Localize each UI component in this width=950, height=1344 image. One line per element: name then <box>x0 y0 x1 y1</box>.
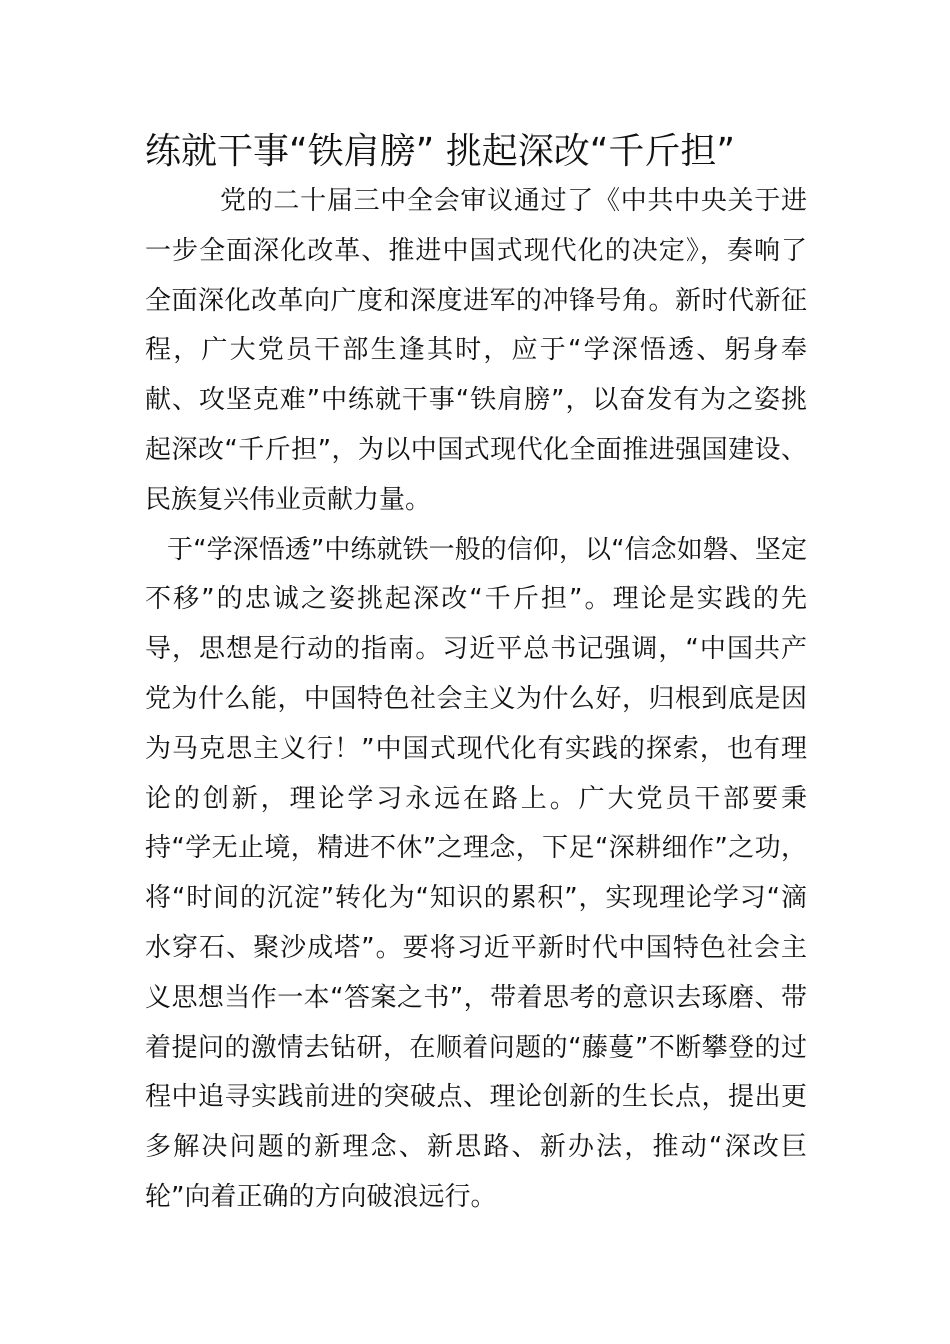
paragraph-learning: 于“学深悟透”中练就铁一般的信仰，以“信念如磐、坚定不移”的忠诚之姿挑起深改“千斤担”。理论是实践的先导，思想是行动的指南。习近平总书记强调，“中国共产党为什么能，中国特色社会主义为什么好，归根到底是因为马克思主义行！”中国式现代化有实践的探索，也有理论的创新，理论学习永远在路上。广大党员干部要秉持“学无止境，精进不休”之理念，下足“深耕细作”之功，将“时间的沉淀”转化为“知识的累积”，实现理论学习“滴水穿石、聚沙成塔”。要将习近平新时代中国特色社会主义思想当作一本“答案之书”，带着思考的意识去琢磨、带着提问的激情去钻研，在顺着问题的“藤蔓”不断攀登的过程中追寻实践前进的突破点、理论创新的生长点，提出更多解决问题的新理念、新思路、新办法，推动“深改巨轮”向着正确的方向破浪远行。 <box>145 534 807 1212</box>
article-title: 练就干事“铁肩膀” 挑起深改“千斤担” <box>145 131 736 172</box>
paragraph-intro: 党的二十届三中全会审议通过了《中共中央关于进一步全面深化改革、推进中国式现代化的决定》，奏响了全面深化改革向广度和深度进军的冲锋号角。新时代新征程，广大党员干部生逢其时，应于“学深悟透、躬身奉献、攻坚克难”中练就干事“铁肩膀”，以奋发有为之姿挑起深改“千斤担”，为以中国式现代化全面推进强国建设、民族复兴伟业贡献力量。 <box>145 186 807 515</box>
article-body <box>145 177 807 1223</box>
